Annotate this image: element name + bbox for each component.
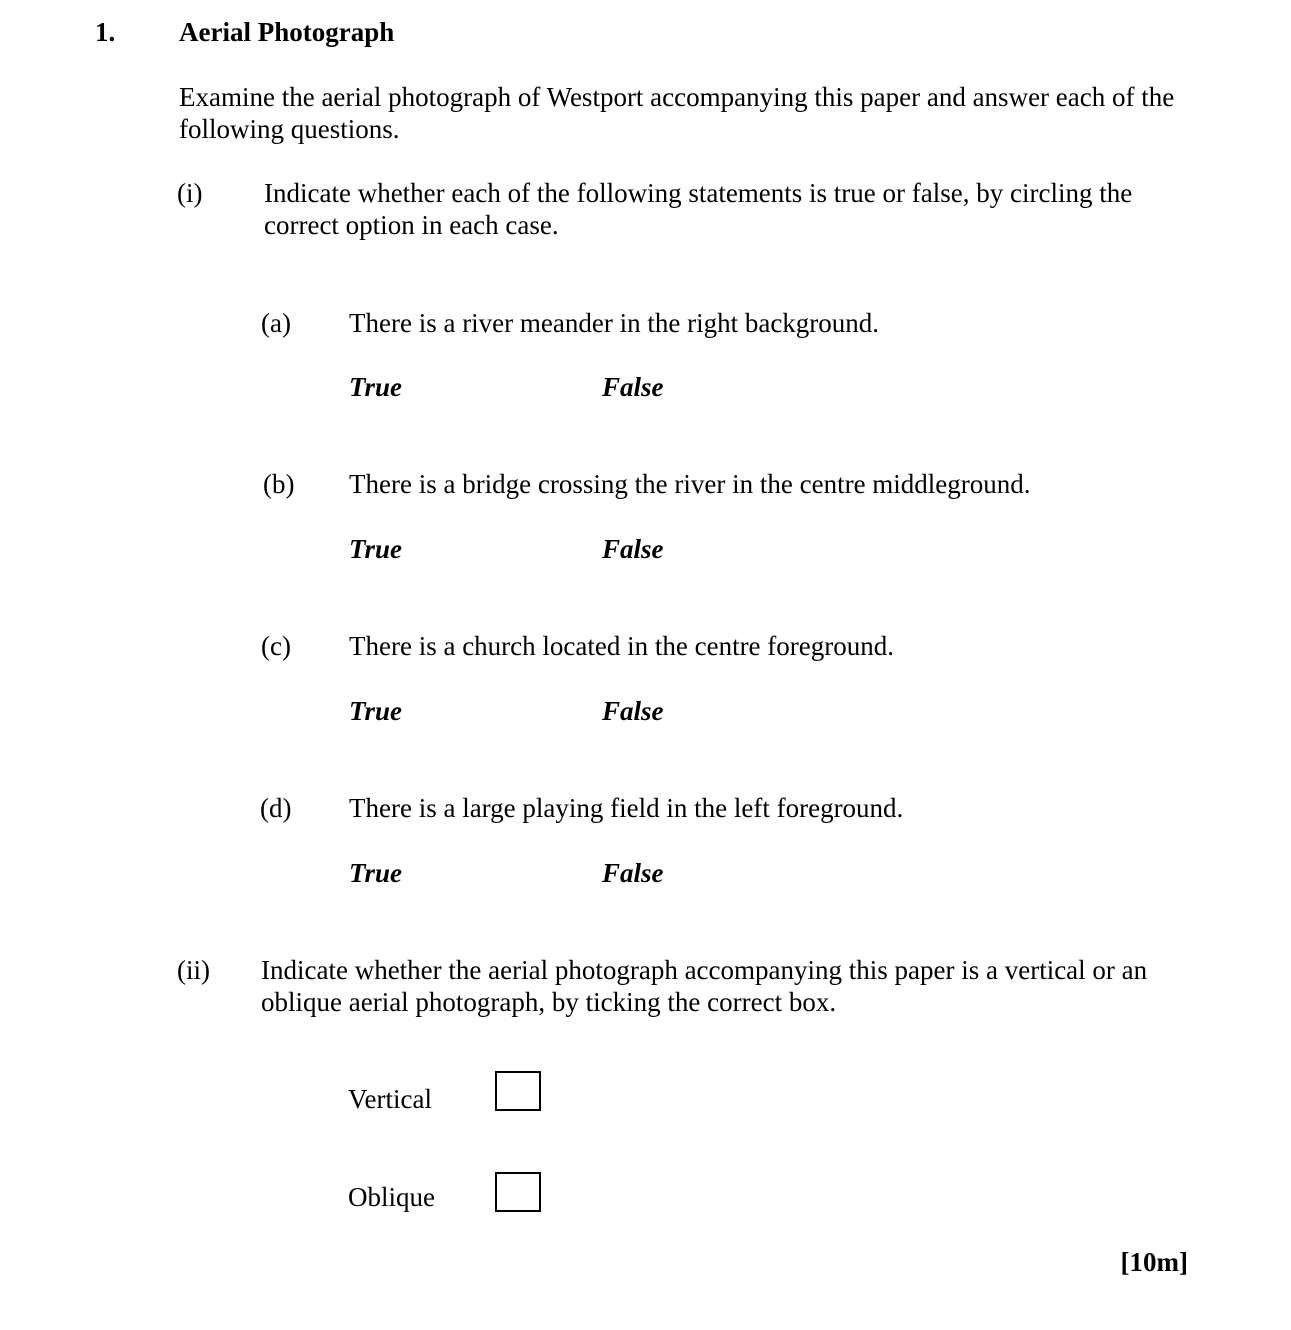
item-d-false-option[interactable]: False bbox=[602, 858, 664, 888]
item-b-true-option[interactable]: True bbox=[349, 534, 402, 564]
vertical-option-label: Vertical bbox=[348, 1084, 432, 1114]
oblique-checkbox[interactable] bbox=[495, 1172, 541, 1212]
part-i-label: (i) bbox=[177, 178, 203, 208]
item-c-statement: There is a church located in the centre foreground. bbox=[349, 631, 894, 661]
part-ii-instruction: Indicate whether the aerial photograph accompanying this paper is a vertical or an oblique aerial photograph, by ticking the correct box. bbox=[261, 955, 1148, 1017]
oblique-option-label: Oblique bbox=[348, 1182, 435, 1212]
question-intro: Examine the aerial photograph of Westport accompanying this paper and answer each of the following questions. bbox=[179, 82, 1175, 144]
marks-allocation: [10m] bbox=[1120, 1247, 1188, 1277]
item-a-true-option[interactable]: True bbox=[349, 372, 402, 402]
item-d-label: (d) bbox=[260, 793, 292, 823]
item-c-true-option[interactable]: True bbox=[349, 696, 402, 726]
item-b-statement: There is a bridge crossing the river in the centre middleground. bbox=[349, 469, 1031, 499]
item-d-statement: There is a large playing field in the left foreground. bbox=[349, 793, 904, 823]
item-b-label: (b) bbox=[263, 469, 295, 499]
vertical-checkbox[interactable] bbox=[495, 1071, 541, 1111]
item-c-label: (c) bbox=[261, 631, 291, 661]
part-ii-label: (ii) bbox=[177, 955, 210, 985]
question-number: 1. bbox=[95, 17, 116, 47]
question-title: Aerial Photograph bbox=[179, 17, 395, 47]
item-a-label: (a) bbox=[261, 308, 291, 338]
part-i-instruction: Indicate whether each of the following statements is true or false, by circling the correct option in each case. bbox=[264, 178, 1133, 240]
item-a-statement: There is a river meander in the right background. bbox=[349, 308, 880, 338]
item-b-false-option[interactable]: False bbox=[602, 534, 664, 564]
item-d-true-option[interactable]: True bbox=[349, 858, 402, 888]
item-a-false-option[interactable]: False bbox=[602, 372, 664, 402]
item-c-false-option[interactable]: False bbox=[602, 696, 664, 726]
